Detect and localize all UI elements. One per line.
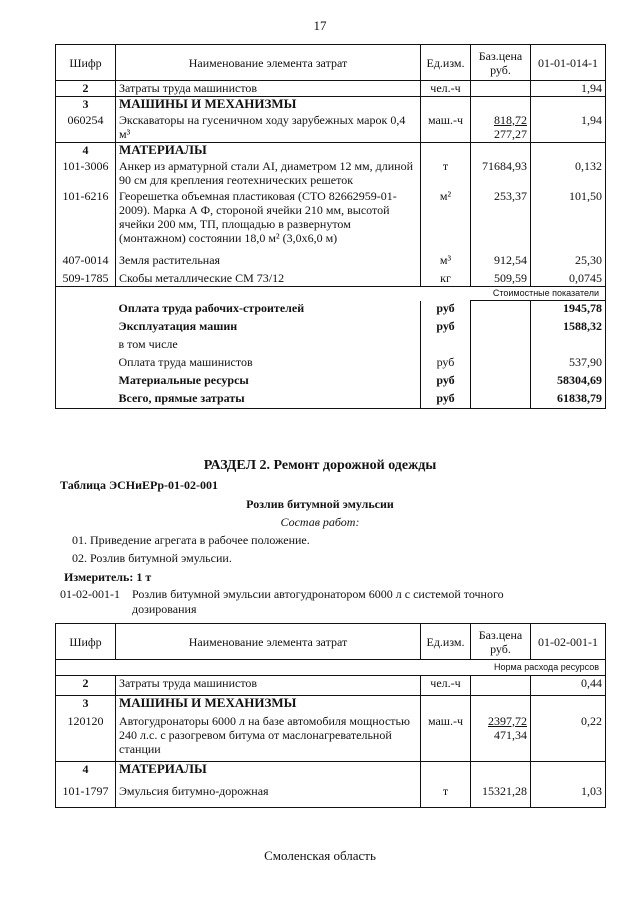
resource-table-2 [55, 623, 606, 808]
work-item-1: 01. Приведение агрегата в рабочее положение. [72, 533, 310, 547]
table-row: 101-3006 Анкер из арматурной стали AI, диаметром 12 мм, длиной 90 см для крепления геотехнических решеток т 71684,93 0,132 [56, 159, 606, 189]
table-row: 120120 Автогудронаторы 6000 л на базе автомобиля мощностью 240 л.с. с разогревом битума от маслонагревательной станции маш.-ч 2397,72 471,34 0,22 [56, 714, 606, 762]
resource-table-1 [55, 44, 606, 409]
header-code: Шифр [56, 45, 116, 81]
table-row: 4 МАТЕРИАЛЫ [56, 143, 606, 159]
header-name: Наименование элемента затрат [116, 45, 421, 81]
cost-row: Оплата труда рабочих-строителей руб 1945,78 [56, 301, 606, 319]
table-row: 060254 Экскаваторы на гусеничном ходу зарубежных марок 0,4 м³ маш.-ч 818,72 277,27 1,94 [56, 113, 606, 143]
table-label: Таблица ЭСНиЕРр-01-02-001 [60, 478, 219, 492]
cost-row: Материальные ресурсы руб 58304,69 [56, 373, 606, 391]
cost-header: Стоимостные показатели [471, 287, 606, 301]
header-code: Шифр [56, 624, 116, 660]
table-row: 2 Затраты труда машинистов чел.-ч 1,94 [56, 81, 606, 97]
cost-row: Оплата труда машинистов руб 537,90 [56, 355, 606, 373]
header-norm: 01-01-014-1 [531, 45, 606, 81]
cost-header-row [56, 287, 606, 301]
page-number: 17 [313, 18, 327, 33]
cost-row: Всего, прямые затраты руб 61838,79 [56, 391, 606, 409]
norm-header: Норма расхода ресурсов [56, 660, 606, 676]
works-title: Состав работ: [280, 515, 360, 529]
table-subtitle: Розлив битумной эмульсии [246, 497, 394, 511]
table-row: 407-0014 Земля растительная м³ 912,54 25,30 [56, 253, 606, 271]
header-norm: 01-02-001-1 [531, 624, 606, 660]
footer-region: Смоленская область [264, 848, 376, 863]
table-row: 3 МАШИНЫ И МЕХАНИЗМЫ [56, 97, 606, 113]
table-row: 2 Затраты труда машинистов чел.-ч 0,44 [56, 676, 606, 696]
item-description: Розлив битумной эмульсии автогудронатором 6000 л с системой точного дозирования [132, 587, 504, 616]
header-name: Наименование элемента затрат [116, 624, 421, 660]
header-unit: Ед.изм. [421, 624, 471, 660]
cost-row: в том числе [56, 337, 606, 355]
work-item-2: 02. Розлив битумной эмульсии. [72, 551, 232, 565]
header-unit: Ед.изм. [421, 45, 471, 81]
norm-header-row [56, 660, 606, 676]
table-row: 101-1797 Эмульсия битумно-дорожная т 15321,28 1,03 [56, 784, 606, 808]
cost-row: Эксплуатация машин руб 1588,32 [56, 319, 606, 337]
table-row: 101-6216 Георешетка объемная пластиковая (СТО 82662959-01-2009). Марка А Ф, стороной ячейки 210 мм, высотой ячейки 200 мм, ТП, площадью в развернутом (монтажном) состоянии 18,0 м² (3,0х6,0 м) м² 253,37 101,50 [56, 189, 606, 253]
meter: Измеритель: 1 т [64, 570, 152, 584]
table-row: 509-1785 Скобы металлические СМ 73/12 кг 509,59 0,0745 [56, 271, 606, 287]
section-title: РАЗДЕЛ 2. Ремонт дорожной одежды [203, 458, 437, 473]
header-price: Баз.цена руб. [471, 45, 531, 81]
header-price: Баз.цена руб. [471, 624, 531, 660]
table-row: 4 МАТЕРИАЛЫ [56, 762, 606, 784]
item-code: 01-02-001-1 [60, 587, 120, 601]
table-row: 3 МАШИНЫ И МЕХАНИЗМЫ [56, 696, 606, 714]
